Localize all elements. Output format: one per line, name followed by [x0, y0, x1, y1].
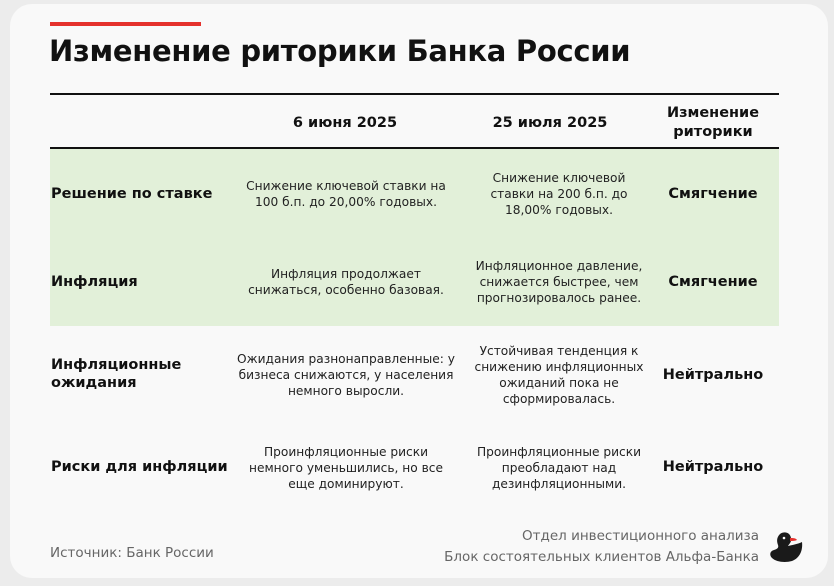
- row-label-inflation-risks: Риски для инфляции: [51, 459, 228, 475]
- cell-july-rate: Снижение ключевой ставки на 200 б.п. до 18,00% годовых.: [490, 171, 628, 217]
- status-rate: Смягчение: [668, 186, 758, 202]
- row-label-rate-decision: Решение по ставке: [51, 186, 213, 202]
- department-line-1: Отдел инвестиционного анализа: [522, 528, 759, 544]
- header-col-change: Изменение риторики: [666, 105, 760, 140]
- header-col-july: 25 июля 2025: [492, 115, 608, 131]
- department-credit: [444, 526, 759, 568]
- cell-july-inflation: Инфляционное давление, снижается быстрее, чем прогнозировалось ранее.: [475, 259, 643, 305]
- cell-june-expectations: Ожидания разнонаправленные: у бизнеса снижаются, у населения немного выросли.: [237, 352, 455, 398]
- status-inflation: Смягчение: [668, 274, 758, 290]
- cell-june-inflation: Инфляция продолжает снижаться, особенно базовая.: [248, 267, 444, 297]
- cell-june-risks: Проинфляционные риски немного уменьшились, но все еще доминируют.: [249, 445, 443, 491]
- row-label-inflation-expectations: Инфляционные ожидания: [51, 357, 182, 391]
- status-risks: Нейтрально: [662, 459, 764, 475]
- source-note: Источник: Банк России: [50, 545, 214, 561]
- table-top-rule: [50, 93, 779, 95]
- cell-july-risks: Проинфляционные риски преобладают над дезинфляционными.: [476, 445, 642, 491]
- cell-june-rate: Снижение ключевой ставки на 100 б.п. до 20,00% годовых.: [246, 179, 446, 209]
- status-expectations: Нейтрально: [662, 367, 764, 383]
- duck-icon: [768, 530, 804, 564]
- department-line-2: Блок состоятельных клиентов Альфа-Банка: [444, 549, 759, 565]
- accent-bar: [50, 22, 201, 26]
- header-col-june: 6 июня 2025: [292, 115, 398, 131]
- page-title: Изменение риторики Банка России: [49, 34, 631, 68]
- cell-july-expectations: Устойчивая тенденция к снижению инфляционных ожиданий пока не сформировалась.: [474, 344, 644, 406]
- table-header-rule: [50, 147, 779, 149]
- row-label-inflation: Инфляция: [51, 274, 138, 290]
